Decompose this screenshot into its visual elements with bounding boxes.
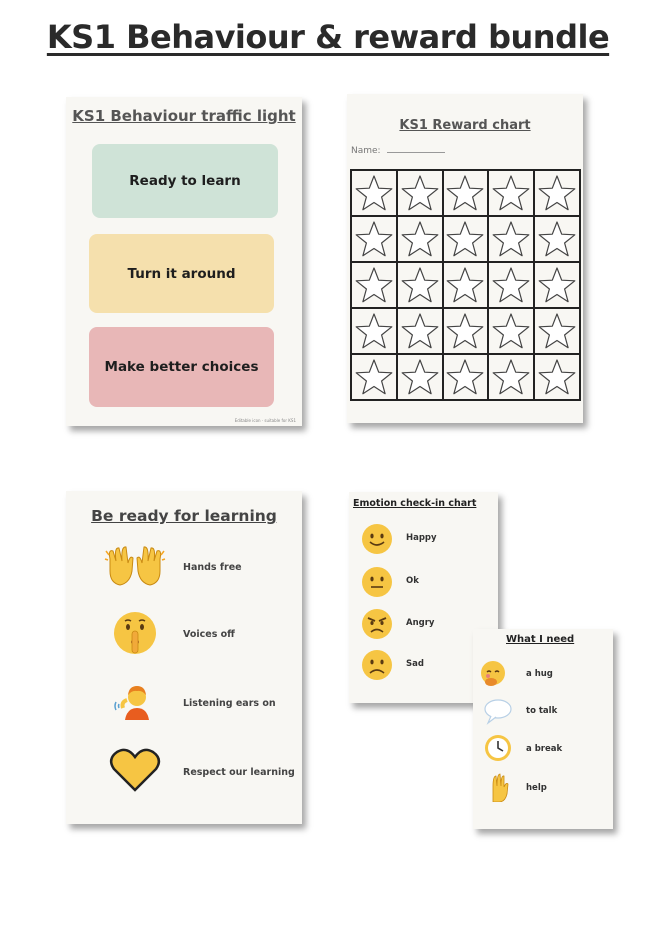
respect-learning-label: Respect our learning <box>183 767 295 778</box>
star-icon <box>537 357 577 397</box>
star-icon <box>354 173 394 213</box>
star-icon <box>354 357 394 397</box>
star-icon <box>400 265 440 305</box>
smiling-face-icon <box>361 523 393 555</box>
hug-face-icon <box>479 659 509 689</box>
star-icon <box>537 219 577 259</box>
sad-face-icon <box>361 649 393 681</box>
star-icon <box>537 173 577 213</box>
reward-cell <box>443 354 489 400</box>
star-icon <box>445 311 485 351</box>
reward-cell <box>534 262 580 308</box>
happy-label: Happy <box>406 533 437 543</box>
emotion-row-ok <box>361 566 491 600</box>
star-icon <box>400 219 440 259</box>
star-icon <box>491 357 531 397</box>
a-hug-label: a hug <box>526 669 553 679</box>
make-better-choices-box: Make better choices <box>89 327 274 407</box>
raised-hands-icon <box>104 541 166 591</box>
star-icon <box>491 173 531 213</box>
reward-cell <box>351 216 397 262</box>
reward-cell <box>488 262 534 308</box>
traffic-light-card <box>66 97 302 426</box>
reward-cell <box>351 170 397 216</box>
angry-label: Angry <box>406 618 435 628</box>
star-icon <box>491 311 531 351</box>
reward-cell <box>534 170 580 216</box>
name-label: Name: <box>351 146 381 156</box>
star-icon <box>400 357 440 397</box>
reward-cell <box>488 308 534 354</box>
reward-cell <box>534 216 580 262</box>
raised-hand-icon <box>485 772 515 802</box>
star-icon <box>491 265 531 305</box>
reward-cell <box>488 354 534 400</box>
reward-chart-card <box>347 94 583 423</box>
what-i-need-card <box>473 629 613 829</box>
star-icon <box>537 265 577 305</box>
clock-icon <box>483 733 513 763</box>
sad-label: Sad <box>406 659 424 669</box>
emotion-row-happy <box>361 523 491 557</box>
emotion-row-sad <box>361 649 491 683</box>
shushing-face-icon <box>104 608 166 658</box>
star-icon <box>491 219 531 259</box>
star-icon <box>445 357 485 397</box>
name-line <box>387 152 445 153</box>
star-icon <box>354 219 394 259</box>
reward-cell <box>443 216 489 262</box>
traffic-light-footer: Editable icon · suitable for KS1 <box>234 418 296 423</box>
star-icon <box>445 265 485 305</box>
reward-cell <box>351 308 397 354</box>
to-talk-label: to talk <box>526 706 558 716</box>
emotion-row-angry <box>361 608 491 642</box>
emotion-title: Emotion check-in chart <box>353 498 477 509</box>
what-i-need-title: What I need <box>506 634 575 645</box>
hands-free-label: Hands free <box>183 562 242 573</box>
reward-grid <box>350 169 581 401</box>
star-icon <box>354 265 394 305</box>
listening-ears-label: Listening ears on <box>183 698 276 709</box>
voices-off-label: Voices off <box>183 629 235 640</box>
turn-it-around-box: Turn it around <box>89 234 274 313</box>
person-listening-icon <box>104 677 166 727</box>
reward-cell <box>397 216 443 262</box>
speech-bubble-icon <box>483 696 513 726</box>
star-icon <box>354 311 394 351</box>
reward-cell <box>397 170 443 216</box>
neutral-face-icon <box>361 566 393 598</box>
reward-cell <box>488 170 534 216</box>
star-icon <box>537 311 577 351</box>
a-break-label: a break <box>526 744 563 754</box>
reward-cell <box>534 354 580 400</box>
ready-to-learn-box: Ready to learn <box>92 144 278 218</box>
reward-cell <box>397 308 443 354</box>
reward-cell <box>488 216 534 262</box>
reward-cell <box>351 354 397 400</box>
star-icon <box>400 173 440 213</box>
be-ready-card <box>66 491 302 824</box>
star-icon <box>400 311 440 351</box>
star-icon <box>445 219 485 259</box>
reward-cell <box>534 308 580 354</box>
reward-cell <box>443 262 489 308</box>
reward-cell <box>397 354 443 400</box>
star-icon <box>445 173 485 213</box>
heart-icon <box>104 745 166 795</box>
help-label: help <box>526 783 547 793</box>
reward-cell <box>351 262 397 308</box>
reward-chart-title: KS1 Reward chart <box>399 118 531 133</box>
traffic-light-title: KS1 Behaviour traffic light <box>72 107 296 125</box>
page-title: KS1 Behaviour & reward bundle <box>46 18 610 56</box>
angry-face-icon <box>361 608 393 640</box>
reward-cell <box>443 308 489 354</box>
ok-label: Ok <box>406 576 419 586</box>
reward-cell <box>397 262 443 308</box>
be-ready-title: Be ready for learning <box>91 507 277 525</box>
reward-cell <box>443 170 489 216</box>
